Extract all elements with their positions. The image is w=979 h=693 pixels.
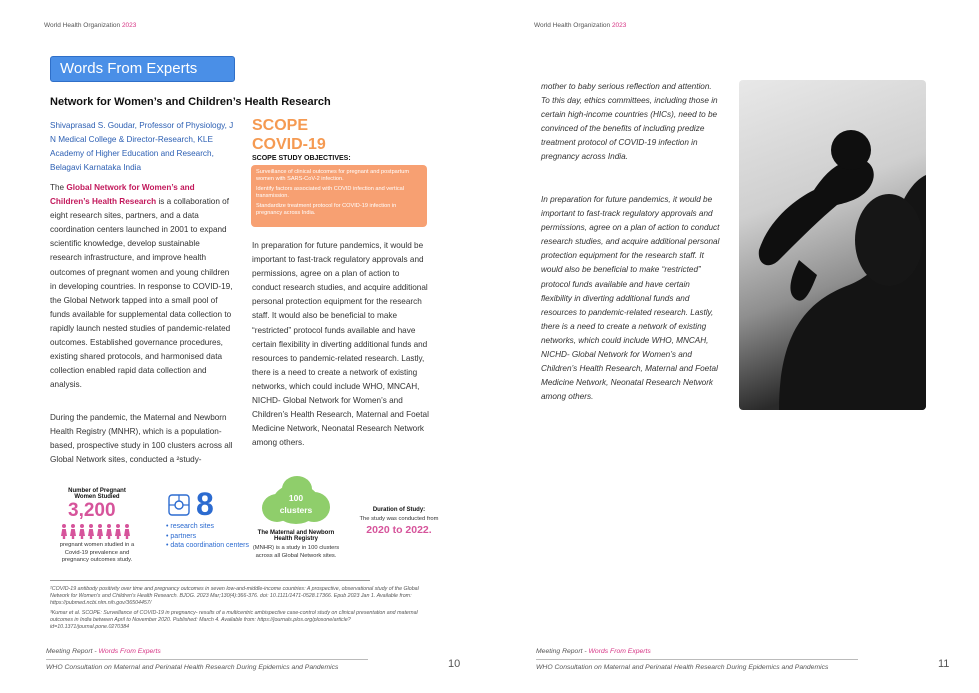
person-icon <box>87 524 95 540</box>
footer-meeting-report-right: Meeting Report - Words From Experts <box>536 648 651 655</box>
future-pandemics-paragraph: In preparation for future pandemics, it would be important to fast-track regulatory approvals and permissions, agree on a plan of action to conduct research studies, and acquire additional personal protection equipment for the research staff. It would also be beneficial to make “restricted” protocol funds available and have certain flexibility in diverting additional funds and resources to pandemic-related research. Lastly, there is a need to create a network of existing networks, which could include WHO, MNCAH, NICHD- Global Network for Women’s and Children’s Health Research, Maternal and Foetal Medicine Network, Neonatal Research Network among others. <box>252 241 429 448</box>
footnote-divider <box>50 580 370 581</box>
network-highlight: Global Network for Women’s and Children’s Health Research <box>50 183 195 207</box>
duration-caption: The study was conducted from <box>359 516 439 522</box>
objective-item: Standardize treatment protocol for COVID-19 infection in pregnancy across India. <box>256 203 397 216</box>
people-icon-row <box>60 524 136 540</box>
footer-title-right: WHO Consultation on Maternal and Perinatal Health Research During Epidemics and Pandemics <box>536 664 829 671</box>
footer-divider-left <box>46 659 368 660</box>
intro-paragraph: The Global Network for Women’s and Children’s Health Research is a collaboration of eight research sites, partners, and a data coordination centers launched in 2001 to expand scientific knowledge, develop sustainable research infrastructure, and improve health outcomes of pregnant women and young children in developing countries. In response to COVID-19, the Global Network tapped into a small pool of funds available for supplemental data collection to rapidly launch nested studies of pandemic-related outcomes. Established governance procedures, existing shared protocols, and harmonised data collection enabled rapid data collection and analysis. <box>50 183 233 390</box>
sites-list <box>166 522 249 551</box>
author-credit: Shivaprasad S. Goudar, Professor of Physiology, J N Medical College & Director-Research, KLE Academy of Higher Education and Research, Belagavi Karnataka India <box>50 121 234 172</box>
person-icon <box>60 524 68 540</box>
duration-value: 2020 to 2022. <box>366 524 432 536</box>
objectives-title: SCOPE STUDY OBJECTIVES: <box>252 155 351 162</box>
running-header-left: World Health Organization 2023 <box>44 22 137 29</box>
page-number-left: 10 <box>448 658 461 670</box>
person-icon <box>78 524 86 540</box>
clusters-stat: 100 clusters <box>279 493 313 515</box>
network-sites-icon <box>166 492 192 518</box>
footnote-item: ³Kumar et al. SCOPE: Surveillance of COVID-19 in pregnancy- results of a multicentric ambispective case-control study on clinical presentation and maternal outcomes in India between April to November 2020. Published: March 4. Available from: https://journals.plos.org/plosone/article?id=10.1371/journal.pone.0270384 <box>50 609 418 631</box>
person-icon <box>96 524 104 540</box>
footer-meeting-report-left: Meeting Report - Words From Experts <box>46 648 161 655</box>
sites-stat-value: 8 <box>196 486 214 522</box>
footer-divider-right <box>536 659 858 660</box>
running-header-right: World Health Organization 2023 <box>534 22 627 29</box>
sites-list-item: • data coordination centers <box>166 541 249 551</box>
ethics-paragraph: mother to baby serious reflection and attention. To this day, ethics committees, including those in certain high-income countries (HICs), need to be convinced of the benefits of including predize treatment protocol of COVID-19 infection in pregnancy across India. <box>541 82 718 162</box>
pregnant-stat-title: Number of Pregnant Women Studied <box>68 488 126 500</box>
section-title: Network for Women’s and Children’s Health Research <box>50 96 331 108</box>
future-pandemics-paragraph-right: In preparation for future pandemics, it would be important to fast-track regulatory approvals and permissions, agree on a plan of action to conduct research studies, and acquire additional personal protection equipment for the research staff. It would also be beneficial to make “restricted” protocol funds available and have certain flexibility in diverting additional funds and resources to pandemic-related research. Lastly, there is a need to create a network of existing networks, which could include WHO, MNCAH, NICHD- Global Network for Women’s and Children’s Health Research, Maternal and Foetal Medicine Network, Neonatal Research Network among others. <box>541 195 720 402</box>
footnote-item: ²COVID-19 antibody positivity over time and pregnancy outcomes in seven low-and-middle-income countries: A prospective, observational study of the Global Network for Women's and Children's Health Research. BJOG. 2023 Mar;130(4):366-376. doi: 10.1111/1471-0528.17366. Epub 2023 Jan 1. Available from: https://pubmed.ncbi.nlm.nih.gov/36504457/ <box>50 586 419 607</box>
duration-title: Duration of Study: <box>372 507 426 513</box>
footer-title-left: WHO Consultation on Maternal and Perinatal Health Research During Epidemics and Pandemics <box>46 664 339 671</box>
sites-list-item: • partners <box>166 532 249 542</box>
page-number-right: 11 <box>938 658 950 670</box>
section-banner: Words From Experts <box>50 56 235 82</box>
person-icon <box>114 524 122 540</box>
objectives-box <box>251 165 427 227</box>
registry-caption: (MNHR) is a study in 100 clusters across all Global Network sites. <box>252 545 340 559</box>
pregnant-stat-value: 3,200 <box>68 500 116 521</box>
person-icon <box>123 524 131 540</box>
person-icon <box>105 524 113 540</box>
scope-heading: SCOPE COVID-19 <box>252 117 326 153</box>
registry-title: The Maternal and Newborn Health Registry <box>257 530 335 542</box>
sites-list-item: • research sites <box>166 522 249 532</box>
mother-baby-photo <box>739 80 926 410</box>
objective-item: Identify factors associated with COVID infection and vertical transmission. <box>256 186 404 199</box>
footnotes <box>50 586 428 631</box>
objective-item: Surveillance of clinical outcomes for pregnant and postpartum women with SARS-CoV-2 infection. <box>256 169 409 182</box>
person-icon <box>69 524 77 540</box>
pregnant-stat-caption: pregnant women studied in a Covid-19 prevalence and pregnancy outcomes study. <box>59 542 135 563</box>
pandemic-paragraph: During the pandemic, the Maternal and Newborn Health Registry (MNHR), which is a population-based, prospective study in 100 clusters across all Global Network sites, conducted a ²study- <box>50 413 233 465</box>
